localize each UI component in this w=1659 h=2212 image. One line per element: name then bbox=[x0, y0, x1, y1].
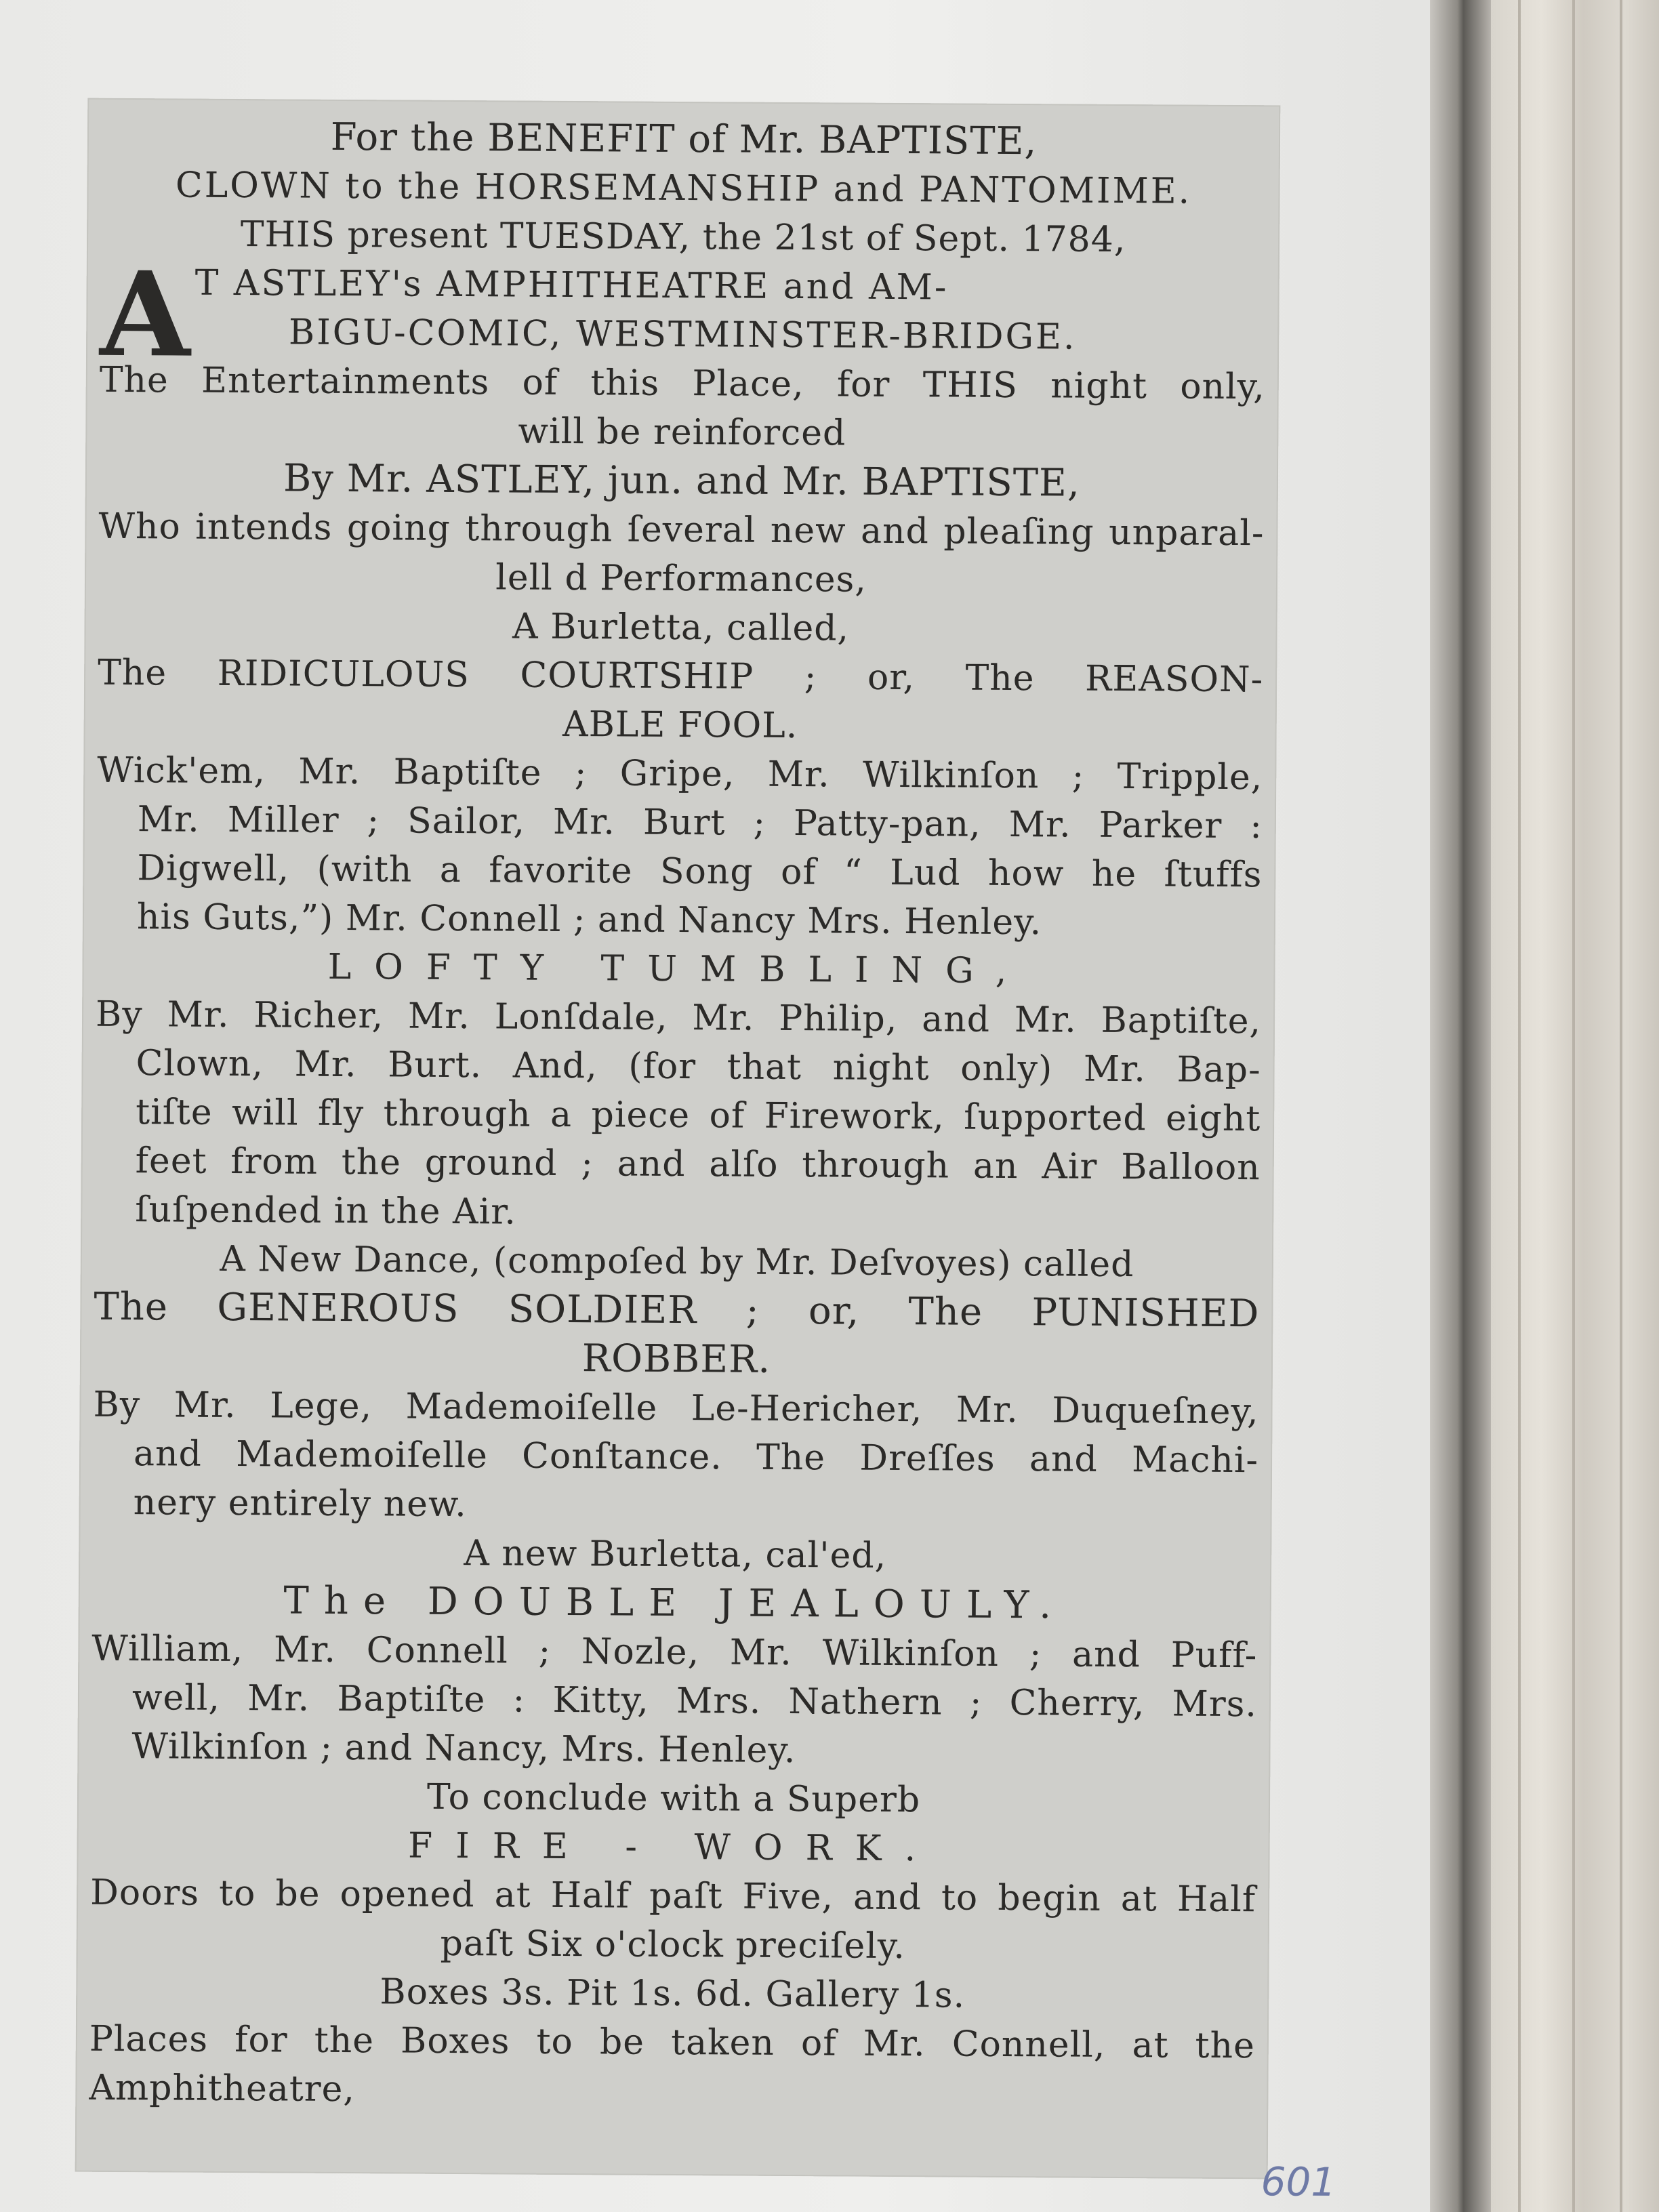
dance-cast-line-1: By Mr. Lege, Mademoiſelle Le-Hericher, Mr. Duqueſney, bbox=[93, 1384, 1259, 1433]
page-edge-line bbox=[1620, 0, 1622, 2212]
jealouly-title-line: The DOUBLE JEALOULY. bbox=[283, 1578, 1067, 1628]
venue-line-2: BIGU-COMIC, WESTMINSTER-BRIDGE. bbox=[288, 312, 1077, 358]
tumbling-line-1: By Mr. Richer, Mr. Lonſdale, Mr. Philip, and Mr. Baptiſte, bbox=[95, 994, 1262, 1042]
playbill-clipping bbox=[75, 98, 1336, 2205]
new-burletta-line: A new Burletta, cal'ed, bbox=[464, 1533, 887, 1576]
tumbling-line-2: Clown, Mr. Burt. And, (for that night only) Mr. Bap- bbox=[136, 1043, 1261, 1091]
courtship-title-line-2: ABLE FOOL. bbox=[562, 703, 798, 747]
clown-line: CLOWN to the HORSEMANSHIP and PANTOMIME. bbox=[175, 165, 1192, 212]
dance-cast-line-3: nery entirely new. bbox=[133, 1482, 468, 1525]
dance-line: A New Dance, (compoſed by Mr. Deſvoyes) called bbox=[220, 1238, 1134, 1286]
dance-title-line-2: ROBBER. bbox=[581, 1336, 771, 1382]
performances-line: lell d Performances, bbox=[495, 557, 867, 600]
jealouly-cast-line-3: Wilkinſon ; and Nancy, Mrs. Henley. bbox=[131, 1726, 796, 1771]
prices-line: Boxes 3s. Pit 1s. 6d. Gallery 1s. bbox=[380, 1971, 966, 2016]
tumbling-line-4: feet from the ground ; and alſo through an Air Balloon bbox=[135, 1141, 1261, 1189]
entertainments-line: The Entertainments of this Place, for THIS night only, bbox=[99, 359, 1265, 408]
jealouly-cast-line-2: well, Mr. Baptiſte : Kitty, Mrs. Nathern ; Cherry, Mrs. bbox=[131, 1677, 1258, 1725]
date-line: THIS present TUESDAY, the 21st of Sept. 1784, bbox=[240, 214, 1126, 261]
doors-line-2: paſt Six o'clock preciſely. bbox=[440, 1923, 906, 1967]
tumbling-heading: LOFTY TUMBLING, bbox=[327, 946, 1030, 992]
venue-line-1: T ASTLEY's AMPHITHEATRE and AM- bbox=[194, 262, 949, 308]
page-edge-line bbox=[1518, 0, 1521, 2212]
playbill-text bbox=[89, 112, 1267, 2119]
cast-line-1: Wick'em, Mr. Baptiſte ; Gripe, Mr. Wilkinſon ; Tripple, bbox=[97, 750, 1263, 798]
book-gutter bbox=[1430, 0, 1491, 2212]
dance-title-line: The GENEROUS SOLDIER ; or, The PUNISHED bbox=[94, 1284, 1260, 1336]
performers-line: By Mr. ASTLEY, jun. and Mr. BAPTISTE, bbox=[283, 456, 1080, 506]
page-edges bbox=[1491, 0, 1659, 2212]
tumbling-line-5: ſuſpended in the Air. bbox=[135, 1189, 517, 1233]
reinforced-line: will be reinforced bbox=[518, 411, 846, 454]
burletta-line: A Burletta, called, bbox=[512, 606, 850, 649]
jealouly-cast-line-1: William, Mr. Connell ; Nozle, Mr. Wilkinſon ; and Puff- bbox=[91, 1628, 1258, 1677]
cast-line-2: Mr. Miller ; Sailor, Mr. Burt ; Patty-pan, Mr. Parker : bbox=[137, 799, 1263, 847]
page-edge-line bbox=[1572, 0, 1575, 2212]
intends-line: Who intends going through ſeveral new and pleaſing unparal- bbox=[98, 506, 1265, 554]
tumbling-line-3: tiſte will fly through a piece of Firework, ſupported eight bbox=[136, 1092, 1261, 1140]
dance-cast-line-2: and Mademoiſelle Conſtance. The Dreſſes and Machi- bbox=[133, 1433, 1259, 1481]
doors-line-1: Doors to be opened at Half paſt Five, and to begin at Half bbox=[90, 1872, 1256, 1921]
firework-heading: FIRE - WORK. bbox=[407, 1825, 939, 1870]
cast-line-4: his Guts,”) Mr. Connell ; and Nancy Mrs. Henley. bbox=[136, 897, 1042, 943]
places-line-1: Places for the Boxes to be taken of Mr. Connell, at the bbox=[89, 2018, 1256, 2067]
cast-line-3: Digwell, (with a favorite Song of “ Lud how he ſtuffs bbox=[137, 848, 1263, 896]
handwritten-number: 601 bbox=[1261, 2158, 1336, 2205]
benefit-line: For the BENEFIT of Mr. BAPTISTE, bbox=[330, 115, 1038, 164]
courtship-title-line: The RIDICULOUS COURTSHIP ; or, The REASON- bbox=[97, 652, 1264, 701]
drop-cap: A bbox=[99, 245, 191, 384]
places-line-2: Amphitheatre, bbox=[89, 2067, 356, 2110]
conclude-line: To conclude with a Superb bbox=[426, 1776, 921, 1821]
